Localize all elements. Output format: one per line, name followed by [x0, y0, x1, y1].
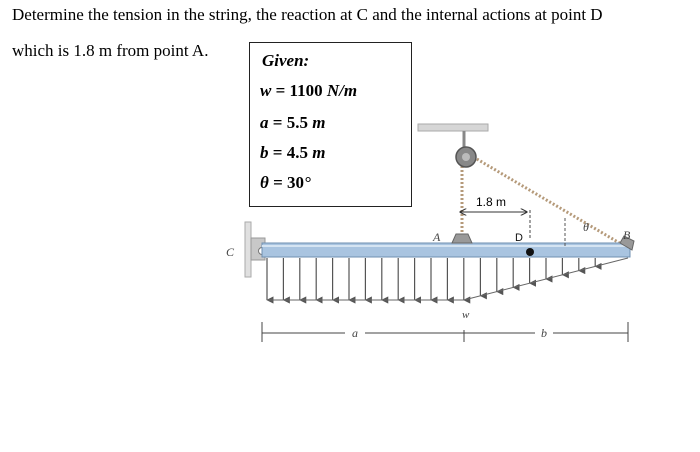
- label-a: A: [433, 230, 441, 244]
- given-eq: =: [268, 143, 287, 162]
- label-c: C: [226, 245, 235, 259]
- given-symbol: a: [260, 113, 269, 132]
- given-unit: °: [304, 173, 311, 192]
- given-title: Given:: [262, 51, 310, 70]
- given-value: 30: [287, 173, 305, 192]
- given-unit: m: [307, 113, 326, 132]
- label-w: w: [462, 309, 470, 321]
- problem-statement-line-1: Determine the tension in the string, the reaction at C and the internal actions at point D: [12, 5, 603, 24]
- problem-statement-line-2: which is 1.8 m from point A.: [12, 41, 209, 60]
- given-eq: =: [268, 173, 288, 192]
- label-b-dim: b: [541, 326, 547, 340]
- point-d-marker: [526, 248, 534, 256]
- given-value: 1100: [289, 81, 323, 100]
- attachment-a: [452, 234, 472, 243]
- given-value: 4.5: [286, 143, 308, 162]
- label-d: D: [515, 232, 523, 244]
- given-unit: N/m: [322, 81, 358, 100]
- label-theta: θ: [583, 220, 589, 234]
- given-eq: =: [268, 113, 287, 132]
- given-unit: m: [307, 143, 326, 162]
- label-b: B: [623, 228, 631, 242]
- dim-1-8m-label: 1.8 m: [476, 195, 507, 209]
- ceiling-support: [418, 124, 488, 131]
- given-symbol: w: [260, 81, 272, 100]
- given-eq: =: [271, 81, 290, 100]
- given-symbol: θ: [260, 173, 269, 192]
- given-symbol: b: [260, 143, 269, 162]
- label-a-dim: a: [352, 326, 358, 340]
- given-value: 5.5: [286, 113, 308, 132]
- pulley-hub: [462, 153, 470, 161]
- wall: [245, 222, 251, 277]
